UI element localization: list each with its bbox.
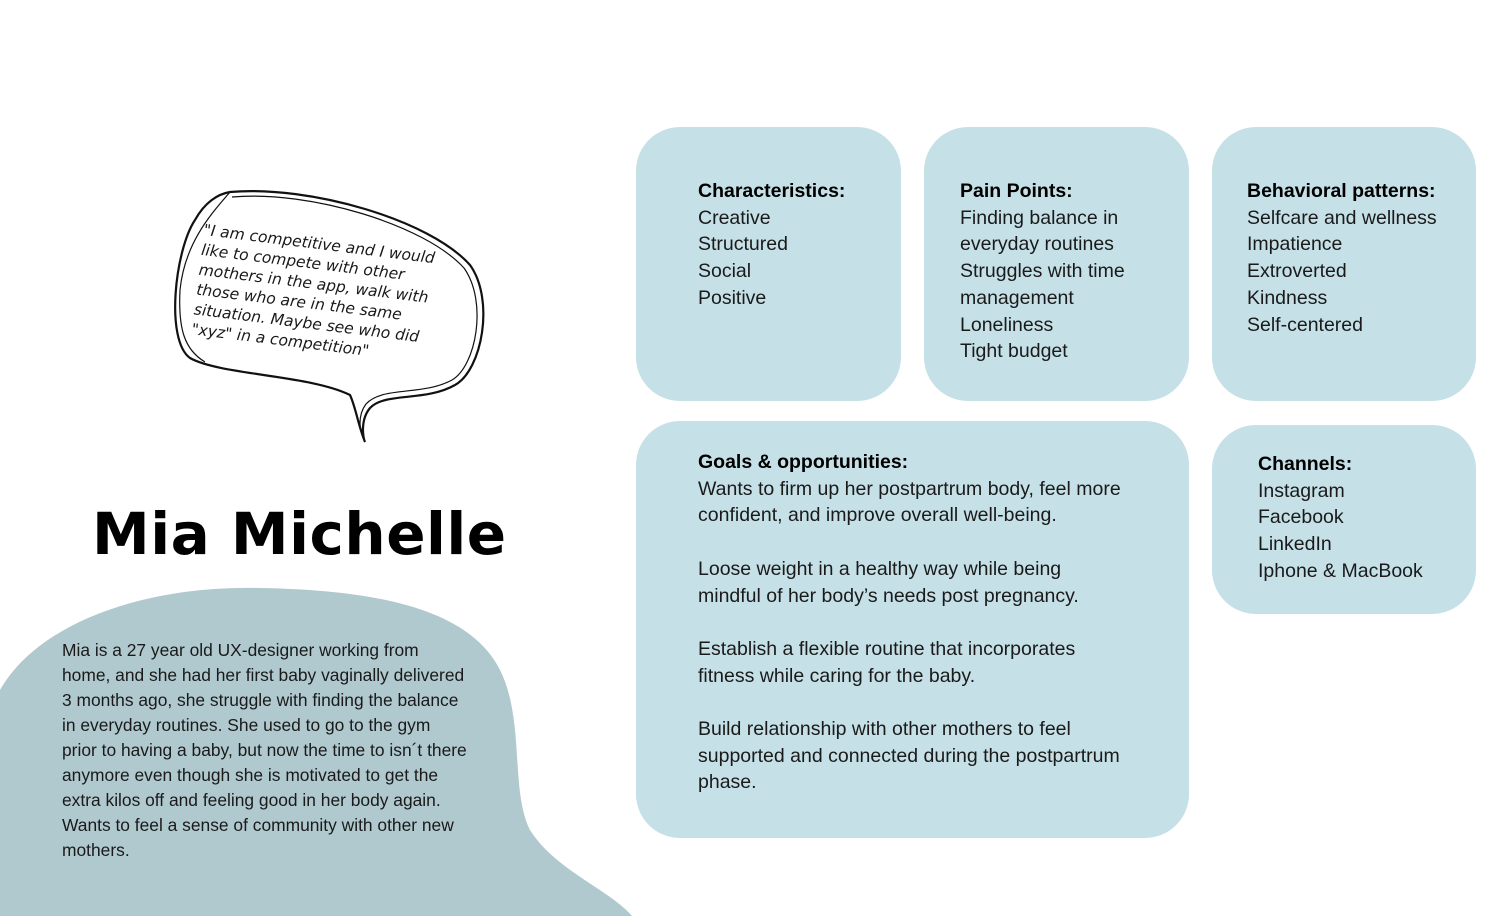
persona-quote: "I am competitive and I would like to compete with other mothers in the app, walk with those who are in the same situation. Maybe see who did "xyz" in a competition" bbox=[190, 220, 436, 360]
channels-list bbox=[1258, 478, 1476, 585]
list-item: Social bbox=[698, 260, 752, 283]
list-item: Positive bbox=[698, 286, 767, 309]
list-item: Self-centered bbox=[1247, 313, 1363, 336]
goal-paragraph: Loose weight in a healthy way while being mindful of her body’s needs post pregnancy. bbox=[698, 557, 1079, 607]
list-item: Creative bbox=[698, 206, 771, 229]
list-item: Extroverted bbox=[1247, 260, 1347, 283]
pain-points-list bbox=[960, 205, 1189, 365]
list-item: Finding balance in everyday routines bbox=[960, 206, 1119, 256]
characteristics-list bbox=[698, 205, 901, 312]
list-item: Facebook bbox=[1258, 506, 1344, 529]
list-item: Iphone & MacBook bbox=[1258, 559, 1423, 582]
list-item: Struggles with time management bbox=[960, 260, 1125, 309]
channels-title: Channels: bbox=[1258, 453, 1353, 475]
behavioral-patterns-title: Behavioral patterns: bbox=[1247, 180, 1436, 202]
persona-bio: Mia is a 27 year old UX-designer working from home, and she had her first baby vaginally delivered 3 months ago, she struggle with finding the balance in everyday routines. She used to go to the gym prior to having a baby, but now the time to isn´t there anymore even though she is motivated to get the extra kilos off and feeling good in her body again. Wants to feel a sense of community with other new mothers. bbox=[62, 640, 467, 860]
list-item: Instagram bbox=[1258, 479, 1345, 502]
behavioral-patterns-card bbox=[1212, 127, 1476, 401]
channels-card bbox=[1212, 425, 1476, 614]
list-item: Kindness bbox=[1247, 286, 1328, 309]
list-item: Tight budget bbox=[960, 340, 1068, 363]
goal-paragraph: Establish a flexible routine that incorporates fitness while caring for the baby. bbox=[698, 637, 1076, 687]
characteristics-title: Characteristics: bbox=[698, 180, 846, 202]
pain-points-title: Pain Points: bbox=[960, 180, 1073, 202]
list-item: Structured bbox=[698, 233, 788, 256]
pain-points-card bbox=[924, 127, 1189, 401]
list-item: LinkedIn bbox=[1258, 533, 1332, 556]
list-item: Selfcare and wellness bbox=[1247, 206, 1437, 229]
characteristics-card bbox=[636, 127, 901, 401]
goals-title: Goals & opportunities: bbox=[698, 451, 909, 473]
goal-paragraph: Wants to firm up her postpartrum body, feel more confident, and improve overall well-being. bbox=[698, 477, 1121, 527]
behavioral-patterns-list bbox=[1247, 205, 1476, 339]
list-item: Loneliness bbox=[960, 313, 1054, 336]
list-item: Impatience bbox=[1247, 233, 1343, 256]
goal-paragraph: Build relationship with other mothers to feel supported and connected during the postpartrum phase. bbox=[698, 717, 1120, 794]
goals-card bbox=[636, 421, 1189, 838]
persona-name: Mia Michelle bbox=[92, 500, 507, 568]
